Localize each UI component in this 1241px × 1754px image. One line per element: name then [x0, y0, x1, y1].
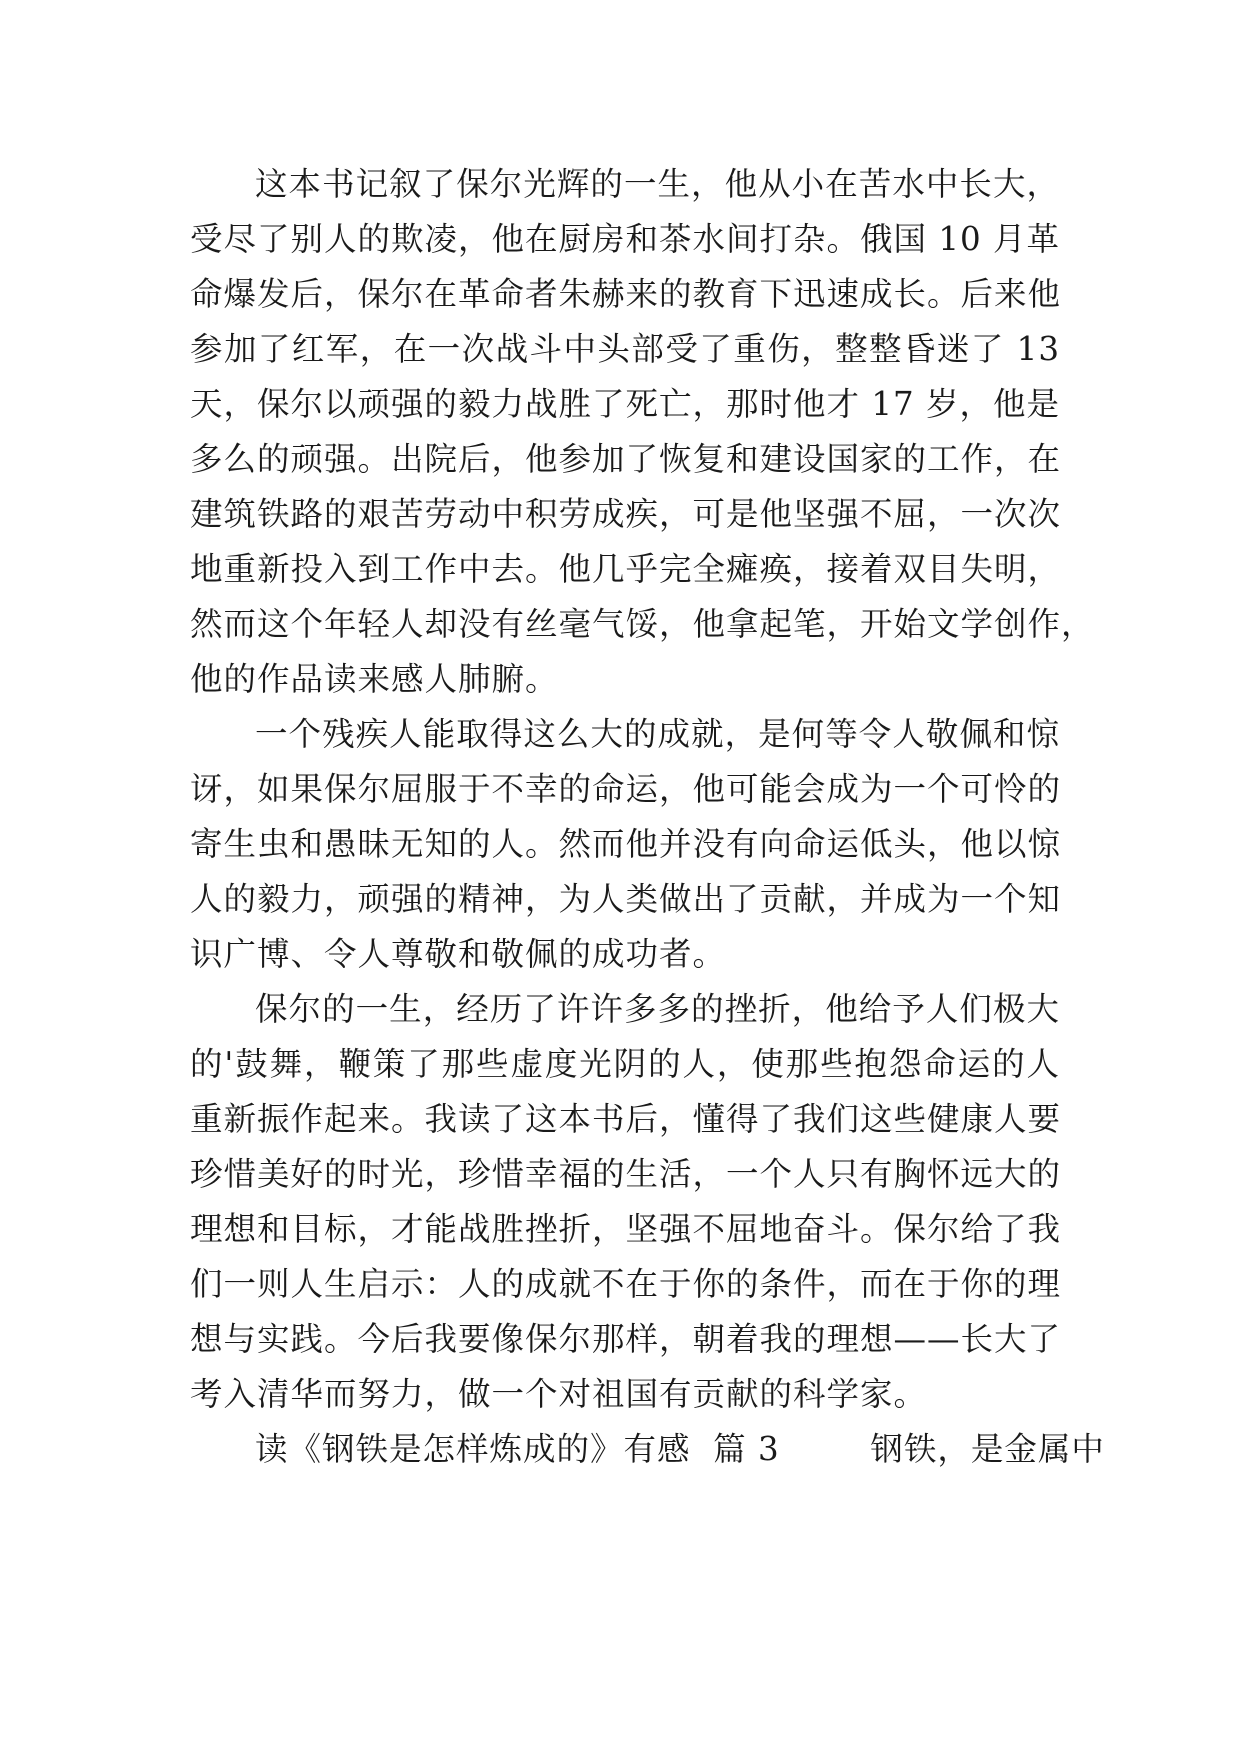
paragraph-1-line-1: 这本书记叙了保尔光辉的一生，他从小在苦水中长大， — [255, 165, 1060, 203]
paragraph-3-line-1: 保尔的一生，经历了许许多多的挫折，他给予人们极大 — [255, 990, 1060, 1028]
paragraph-1-line-4: 参加了红军，在一次战斗中头部受了重伤，整整昏迷了 13 — [190, 330, 1060, 368]
paragraph-2-line-5: 识广博、令人尊敬和敬佩的成功者。 — [190, 935, 727, 973]
paragraph-1-line-3: 命爆发后，保尔在革命者朱赫来的教育下迅速成长。后来他 — [190, 275, 1062, 313]
paragraph-3-line-3: 重新振作起来。我读了这本书后，懂得了我们这些健康人要 — [190, 1100, 1062, 1138]
paragraph-1-line-6: 多么的顽强。出院后，他参加了恢复和建设国家的工作，在 — [190, 440, 1062, 478]
paragraph-3-line-4: 珍惜美好的时光，珍惜幸福的生活，一个人只有胸怀远大的 — [190, 1155, 1062, 1193]
paragraph-3-line-5: 理想和目标，才能战胜挫折，坚强不屈地奋斗。保尔给了我 — [190, 1210, 1062, 1248]
paragraph-3-line-7: 想与实践。今后我要像保尔那样，朝着我的理想——长大了 — [190, 1320, 1062, 1358]
paragraph-2-line-1: 一个残疾人能取得这么大的成就，是何等令人敬佩和惊 — [255, 715, 1060, 753]
paragraph-1-line-10: 他的作品读来感人肺腑。 — [190, 660, 559, 698]
paragraph-2-line-4: 人的毅力，顽强的精神，为人类做出了贡献，并成为一个知 — [190, 880, 1062, 918]
paragraph-2-line-3: 寄生虫和愚昧无知的人。然而他并没有向命运低头，他以惊 — [190, 825, 1062, 863]
paragraph-1-line-9: 然而这个年轻人却没有丝毫气馁，他拿起笔，开始文学创作， — [190, 605, 1095, 643]
paragraph-3-line-6: 们一则人生启示：人的成就不在于你的条件，而在于你的理 — [190, 1265, 1062, 1303]
paragraph-1-line-8: 地重新投入到工作中去。他几乎完全瘫痪，接着双目失明， — [190, 550, 1062, 588]
paragraph-3-line-2: 的'鼓舞，鞭策了那些虚度光阴的人，使那些抱怨命运的人 — [190, 1045, 1060, 1083]
section-heading-line: 读《钢铁是怎样炼成的》有感 篇 3 钢铁，是金属中 — [255, 1430, 1105, 1468]
body-text — [190, 157, 1105, 1477]
paragraph-1-line-2: 受尽了别人的欺凌，他在厨房和茶水间打杂。俄国 10 月革 — [190, 220, 1061, 258]
paragraph-1-line-5: 天，保尔以顽强的毅力战胜了死亡，那时他才 17 岁，他是 — [190, 385, 1061, 423]
paragraph-2-line-2: 讶，如果保尔屈服于不幸的命运，他可能会成为一个可怜的 — [190, 770, 1062, 808]
paragraph-3-line-8: 考入清华而努力，做一个对祖国有贡献的科学家。 — [190, 1375, 928, 1413]
paragraph-1-line-7: 建筑铁路的艰苦劳动中积劳成疾，可是他坚强不屈，一次次 — [190, 495, 1062, 533]
